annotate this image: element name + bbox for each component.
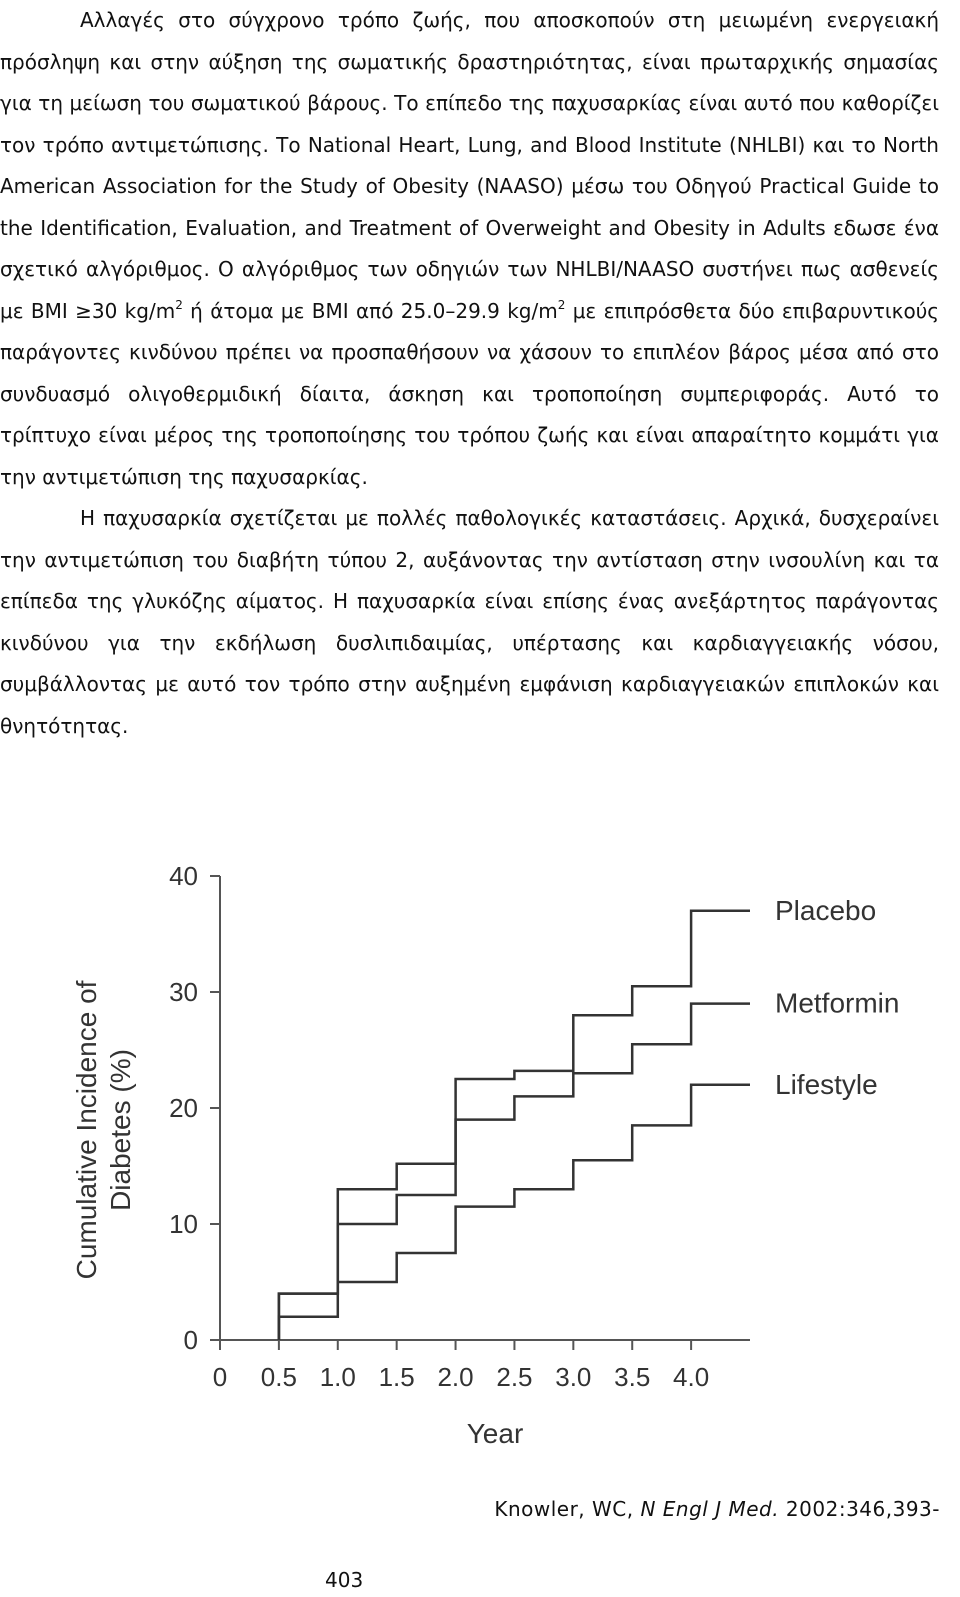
x-tick-label: 3.5 (614, 1362, 651, 1392)
bmi-range: ή άτομα με BMI από 25.0–29.9 kg/m (182, 298, 558, 323)
y-tick-label: 30 (169, 977, 198, 1007)
series-line-metformin (279, 1004, 750, 1340)
page-number: 403 (325, 1568, 364, 1592)
y-tick-label: 20 (169, 1093, 198, 1123)
citation-author: Knowler, WC, (494, 1497, 641, 1521)
x-tick-label: 1.0 (319, 1362, 356, 1392)
series-label-placebo: Placebo (775, 894, 877, 926)
y-tick-label: 10 (169, 1209, 198, 1239)
series-label-metformin: Metformin (775, 987, 900, 1019)
x-tick-label: 4.0 (673, 1362, 710, 1392)
body-text (0, 0, 939, 747)
series-line-lifestyle (279, 1085, 750, 1340)
diabetes-incidence-chart (70, 840, 900, 1470)
x-tick-label: 3.0 (555, 1362, 592, 1392)
y-tick-label: 40 (169, 861, 198, 891)
superscript-2: 2 (557, 297, 566, 312)
paragraph-text: Αλλαγές στο σύγχρονο τρόπο ζωής, που αποσκοπούν στη μειωμένη ενεργειακή πρόσληψη και στην αύξηση της σωματικής δραστηριότητας, είναι πρωταρχικής σημασίας για τη μείωση του σωματικού βάρους. Το επίπεδο της παχυσαρκίας είναι αυτό που καθορίζει τον τρόπο αντιμετώπισης. Το National Heart, Lung, and Blood Institute (NHLBI) και το North American Association for the Study of Obesity (NAASO) μέσω του Οδηγού Practical Guide to the Identification, Evaluation, and Treatment of Overweight and Obesity in Adults εδωσε ένα σχετικό αλγόριθμος. Ο αλγόριθμος των οδηγιών των NHLBI/NAASO συστήνει πως ασθενείς με BMI (0, 8, 939, 323)
y-tick-label: 0 (183, 1325, 198, 1355)
chart-svg (70, 840, 900, 1470)
paragraph-obesity-conditions: Η παχυσαρκία σχετίζεται με πολλές παθολογικές καταστάσεις. Αρχικά, δυσχεραίνει την αντιμετώπιση του διαβήτη τύπου 2, αυξάνοντας την αντίσταση στην ινσουλίνη και τα επίπεδα της γλυκόζης αίματος. Η παχυσαρκία είναι επίσης ένας ανεξάρτητος παράγοντας κινδύνου για την εκδήλωση δυσλιπιδαιμίας, υπέρτασης και καρδιαγγειακής νόσου, συμβάλλοντας με αυτό τον τρόπο στην αυξημένη εμφάνιση καρδιαγγειακών επιπλοκών και θνητότητας. (0, 506, 939, 738)
x-tick-label: 2.5 (496, 1362, 533, 1392)
citation-details: 2002:346,393- (779, 1497, 940, 1521)
greater-equal-symbol: ≥ (75, 298, 92, 323)
paragraph-lifestyle-changes (0, 0, 939, 498)
x-tick-label: 0 (212, 1362, 228, 1392)
citation (405, 1497, 940, 1521)
x-tick-label: 2.0 (437, 1362, 474, 1392)
paragraph-text-end: με επιπρόσθετα δύο επιβαρυντικούς παράγοντες κινδύνου πρέπει να προσπαθήσουν να χάσουν το επιπλέον βάρος μέσα από στο συνδυασμό ολιγοθερμιδική δίαιτα, άσκηση και τροποποίηση συμπεριφοράς. Αυτό το τρίπτυχο είναι μέρος της τροποποίησης του τρόπου ζωής και είναι απαραίτητο κομμάτι για την αντιμετώπιση της παχυσαρκίας. (0, 298, 940, 489)
x-tick-label: 0.5 (260, 1362, 297, 1392)
x-axis-label: Year (466, 1418, 524, 1449)
x-tick-label: 1.5 (378, 1362, 415, 1392)
bmi-value: 30 kg/m (91, 298, 176, 323)
citation-journal: N Engl J Med. (640, 1497, 780, 1521)
superscript-2: 2 (175, 297, 183, 312)
y-axis-label: Diabetes (%) (105, 1049, 136, 1211)
series-label-lifestyle: Lifestyle (775, 1068, 878, 1100)
y-axis-label: Cumulative Incidence of (71, 980, 102, 1280)
